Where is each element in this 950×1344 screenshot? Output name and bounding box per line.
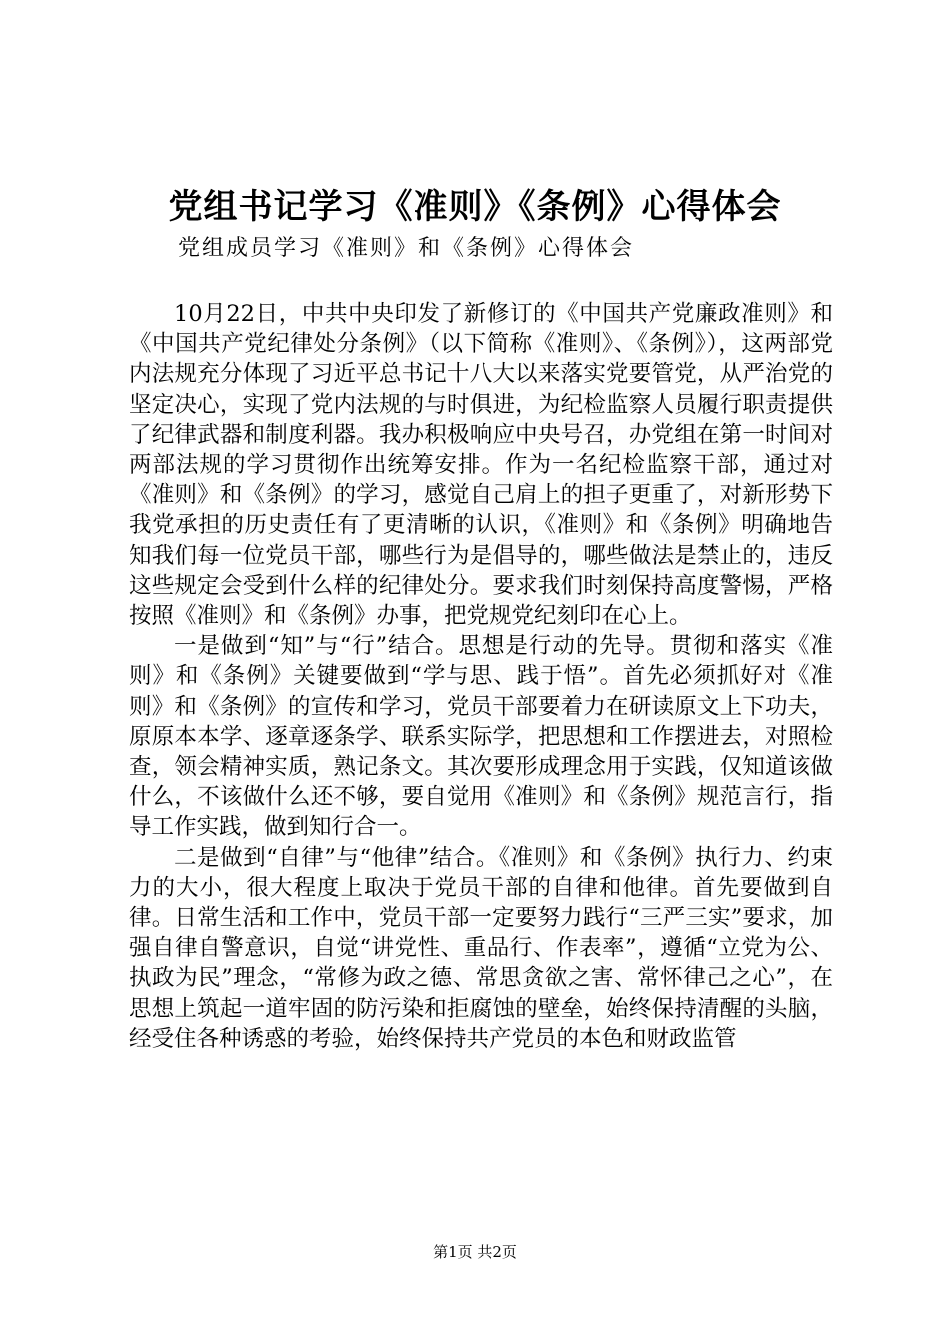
- document-title: 党组书记学习《准则》《条例》心得体会: [168, 187, 782, 227]
- page-number-footer: 第1页 共2页: [433, 1243, 517, 1261]
- paragraph-point-one: 一是做到“知”与“行”结合。思想是行动的先导。贯彻和落实《准则》和《条例》关键要做到“学与思、践于悟”。首先必须抓好对《准则》和《条例》的宣传和学习，党员干部要着力在研读原文上下功夫，原原本本学、逐章逐条学、联系实际学，把思想和工作摆进去，对照检查，领会精神实质，熟记条文。其次要形成理念用于实践，仅知道该做什么，不该做什么还不够，要自觉用《准则》和《条例》规范言行，指导工作实践，做到知行合一。: [129, 633, 833, 841]
- document-subtitle: 党组成员学习《准则》和《条例》心得体会: [178, 236, 635, 261]
- paragraph-intro: 10月22日，中共中央印发了新修订的《中国共产党廉政准则》和《中国共产党纪律处分条例》（以下简称《准则》、《条例》），这两部党内法规充分体现了习近平总书记十八大以来落实党要管党，从严治党的坚定决心，实现了党内法规的与时俱进，为纪检监察人员履行职责提供了纪律武器和制度利器。我办积极响应中央号召，办党组在第一时间对两部法规的学习贯彻作出统筹安排。作为一名纪检监察干部，通过对《准则》和《条例》的学习，感觉自己肩上的担子更重了，对新形势下我党承担的历史责任有了更清晰的认识，《准则》和《条例》明确地告知我们每一位党员干部，哪些行为是倡导的，哪些做法是禁止的，违反这些规定会受到什么样的纪律处分。要求我们时刻保持高度警惕，严格按照《准则》和《条例》办事，把党规党纪刻印在心上。: [129, 301, 833, 630]
- document-body: [129, 299, 833, 1054]
- paragraph-point-two: 二是做到“自律”与“他律”结合。《准则》和《条例》执行力、约束力的大小，很大程度上取决于党员干部的自律和他律。首先要做到自律。日常生活和工作中，党员干部一定要努力践行“三严三实”要求，加强自律自警意识，自觉“讲党性、重品行、作表率”，遵循“立党为公、执政为民”理念，“常修为政之德、常思贪欲之害、常怀律己之心”，在思想上筑起一道牢固的防污染和拒腐蚀的壁垒，始终保持清醒的头脑，经受住各种诱惑的考验，始终保持共产党员的本色和财政监管: [129, 844, 833, 1052]
